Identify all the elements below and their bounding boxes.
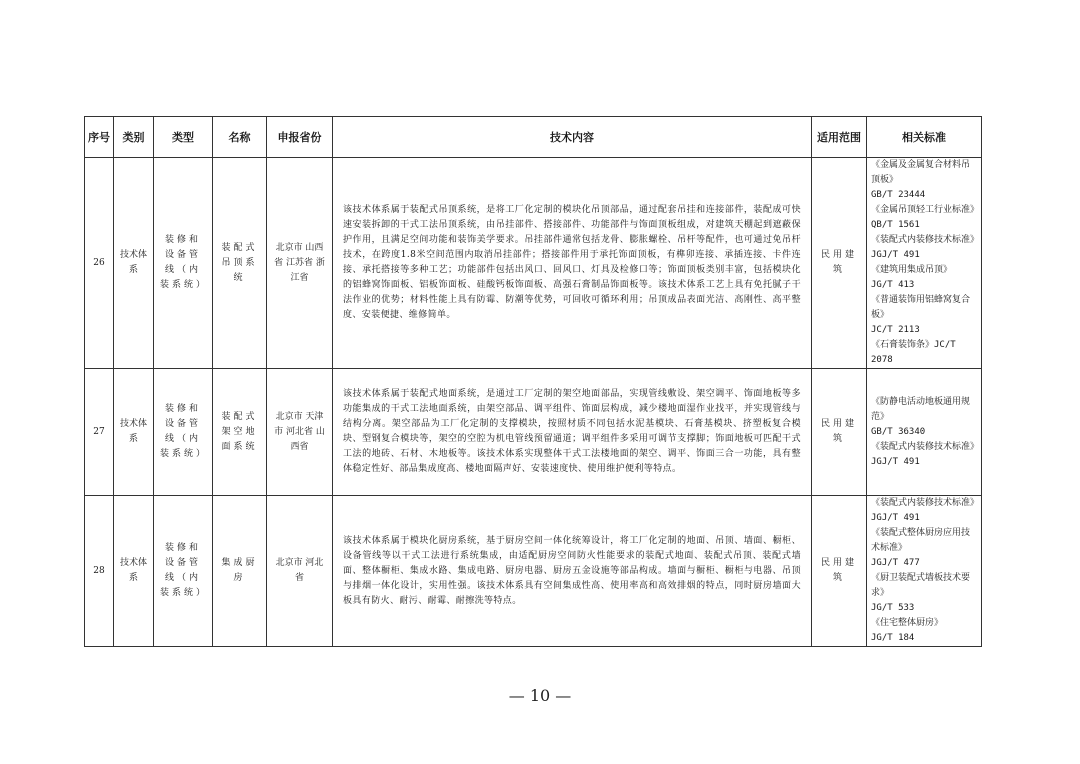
standard-item: JG/T 533 xyxy=(871,603,915,613)
row-provinces: 北京市 山西省 江苏省 浙江省 xyxy=(267,158,333,369)
header-row xyxy=(85,117,982,158)
standard-item: GB/T 23444 xyxy=(871,190,926,200)
row-name: 装配式吊顶系统 xyxy=(213,158,267,369)
header-category: 类别 xyxy=(114,117,154,158)
standard-item: JGJ/T 477 xyxy=(871,558,920,568)
row-scope: 民用建筑 xyxy=(812,369,867,496)
standard-item: 《金属吊顶轻工行业标准》QB/T 1561 xyxy=(871,205,975,230)
standard-item: 《建筑用集成吊顶》 xyxy=(871,265,953,275)
row-scope: 民用建筑 xyxy=(812,496,867,647)
page-number: — 10 — xyxy=(508,686,572,705)
header-scope: 适用范围 xyxy=(812,117,867,158)
header-content: 技术内容 xyxy=(333,117,812,158)
standard-item: JG/T 184 xyxy=(871,633,915,643)
row-scope: 民用建筑 xyxy=(812,158,867,369)
standard-item: JG/T 413 xyxy=(871,280,915,290)
standard-item: 《普通装饰用铝蜂窝复合板》 xyxy=(871,295,971,320)
standard-item: 《金属及金属复合材料吊顶板》 xyxy=(871,160,971,185)
row-provinces: 北京市 天津市 河北省 山西省 xyxy=(267,369,333,496)
row-standards xyxy=(867,369,982,496)
row-provinces: 北京市 河北省 xyxy=(267,496,333,647)
standard-item: JC/T 2113 xyxy=(871,325,920,335)
table-row xyxy=(85,158,982,369)
row-name: 装配式架空地面系统 xyxy=(213,369,267,496)
standard-item: 《厨卫装配式墙板技术要求》 xyxy=(871,573,971,598)
table-row xyxy=(85,496,982,647)
standards-table-sheet xyxy=(84,116,982,647)
row-no: 27 xyxy=(85,369,114,496)
row-category: 技术体系 xyxy=(114,496,154,647)
standard-item: 《装配式内装修技术标准》JGJ/T 491 xyxy=(871,498,975,523)
row-standards xyxy=(867,496,982,647)
row-no: 28 xyxy=(85,496,114,647)
header-provinces: 申报省份 xyxy=(267,117,333,158)
standard-item: 2078 xyxy=(871,355,893,365)
row-type: 装修和设备管线（内装系统） xyxy=(154,158,213,369)
standard-item: 《装配式内装修技术标准》JGJ/T 491 xyxy=(871,441,975,467)
standard-item: 《防静电活动地板通用规范》 xyxy=(871,396,971,422)
technology-table xyxy=(84,116,982,647)
row-no: 26 xyxy=(85,158,114,369)
row-category: 技术体系 xyxy=(114,369,154,496)
standard-item: 《住宅整体厨房》 xyxy=(871,618,944,628)
row-content: 该技术体系属于装配式吊顶系统，是将工厂化定制的模块化吊顶部品，通过配套吊挂和连接部件，装配成可快速安装拆卸的干式工法吊顶系统，由吊挂部件、搭接部件、功能部件与饰面顶板组成，对建筑天棚起到遮蔽保护作用，且满足空间功能和装饰美学要求。吊挂部件通常包括龙骨、膨胀螺栓、吊杆等配件，也可通过免吊杆技术，在跨度1.8米空间范围内取消吊挂部件；搭接部件用于承托饰面顶板，有榫卯连接、承插连接、卡件连接、承托搭接等多种工艺；功能部件包括出风口、回风口、灯具及检修口等；饰面顶板类别丰富，包括模块化的铝蜂窝饰面板、铝板饰面板、硅酸钙板饰面板、高强石膏制品饰面板等。该技术体系工艺上具有免托腻子干法作业的优势；材料性能上具有防霉、防潮等优势，可回收可循环利用；吊顶成品表面光洁、高刚性、高平整度、安装便捷、维修简单。 xyxy=(333,158,812,369)
header-no: 序号 xyxy=(85,117,114,158)
header-standards: 相关标准 xyxy=(867,117,982,158)
standard-item: 《装配式内装修技术标准》JGJ/T 491 xyxy=(871,235,975,260)
header-name: 名称 xyxy=(213,117,267,158)
standard-item: 《石膏装饰条》JC/T xyxy=(871,340,956,350)
row-type: 装修和设备管线（内装系统） xyxy=(154,369,213,496)
standard-item: 《装配式整体厨房应用技术标准》 xyxy=(871,528,971,553)
row-content: 该技术体系属于模块化厨房系统，基于厨房空间一体化统筹设计，将工厂化定制的地面、吊顶、墙面、橱柜、设备管线等以干式工法进行系统集成，由适配厨房空间防火性能要求的装配式地面、装配式吊顶、装配式墙面、整体橱柜、集成水路、集成电路、厨房电器、厨房五金设施等部品构成。墙面与橱柜、橱柜与电器、吊顶与排烟一体化设计，实用性强。该技术体系具有空间集成性高、使用率高和高效排烟的特点，同时厨房墙面大板具有防火、耐污、耐霉、耐擦洗等特点。 xyxy=(333,496,812,647)
row-standards xyxy=(867,158,982,369)
row-category: 技术体系 xyxy=(114,158,154,369)
table-row xyxy=(85,369,982,496)
row-content: 该技术体系属于装配式地面系统，是通过工厂定制的架空地面部品，实现管线敷设、架空调平、饰面地板等多功能集成的干式工法地面系统，由架空部品、调平组件、饰面层构成，减少楼地面湿作业找平，并实现管线与结构分离。架空部品为工厂化定制的支撑模块，按照材质不同包括水泥基模块、石膏基模块、挤塑板复合模块、型钢复合模块等，架空的空腔为机电管线预留通道；调平组件多采用可调节支撑脚；饰面地板可匹配干式工法的地砖、石材、木地板等。该技术体系实现整体干式工法楼地面的架空、调平、饰面三合一功能，具有整体稳定性好、部品集成度高、楼地面隔声好、安装速度快、使用维护便利等特点。 xyxy=(333,369,812,496)
standard-item: GB/T 36340 xyxy=(871,426,926,437)
header-type: 类型 xyxy=(154,117,213,158)
row-type: 装修和设备管线（内装系统） xyxy=(154,496,213,647)
row-name: 集成厨房 xyxy=(213,496,267,647)
